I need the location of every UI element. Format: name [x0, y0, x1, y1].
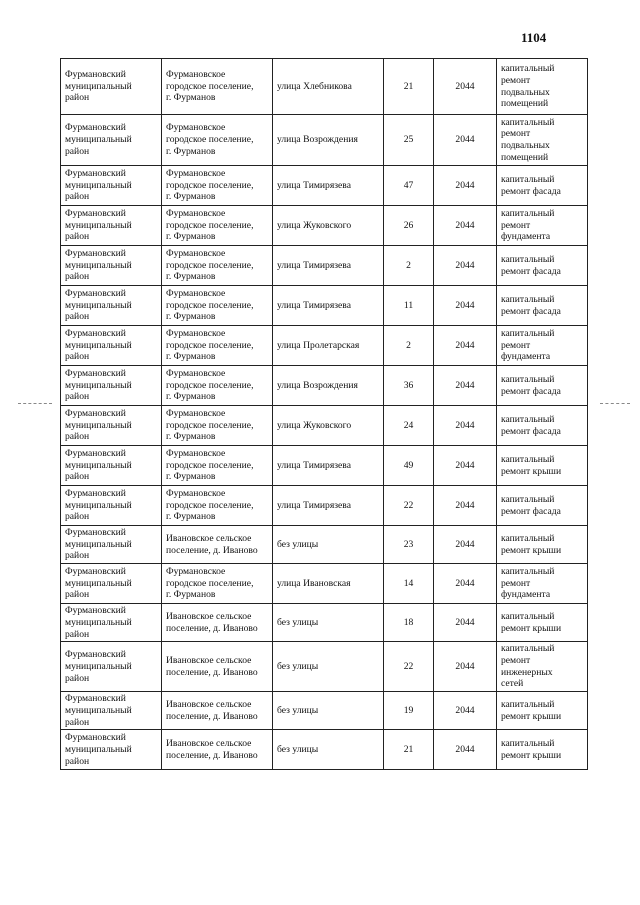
- street-cell: улица Возрождения: [273, 115, 384, 166]
- work-type-cell: капитальный ремонт фасада: [497, 366, 588, 406]
- table-row: [61, 446, 588, 486]
- settlement-cell: Фурмановское городское поселение, г. Фурманов: [162, 166, 273, 206]
- settlement-cell: Фурмановское городское поселение, г. Фурманов: [162, 115, 273, 166]
- street-cell: улица Ивановская: [273, 564, 384, 604]
- district-cell: Фурмановский муниципальный район: [61, 692, 162, 730]
- settlement-cell: Фурмановское городское поселение, г. Фурманов: [162, 326, 273, 366]
- settlement-cell: Ивановское сельское поселение, д. Иваново: [162, 642, 273, 692]
- table-row: [61, 326, 588, 366]
- work-type-cell: капитальный ремонт крыши: [497, 692, 588, 730]
- settlement-cell: Фурмановское городское поселение, г. Фурманов: [162, 59, 273, 115]
- work-type-cell: капитальный ремонт фасада: [497, 406, 588, 446]
- district-cell: Фурмановский муниципальный район: [61, 206, 162, 246]
- street-cell: без улицы: [273, 642, 384, 692]
- table-row: [61, 730, 588, 770]
- year-cell: 2044: [434, 206, 497, 246]
- work-type-cell: капитальный ремонт фундамента: [497, 564, 588, 604]
- year-cell: 2044: [434, 564, 497, 604]
- table-row: [61, 692, 588, 730]
- house-number-cell: 36: [384, 366, 434, 406]
- table-row: [61, 206, 588, 246]
- table-row: [61, 246, 588, 286]
- year-cell: 2044: [434, 406, 497, 446]
- street-cell: улица Тимирязева: [273, 486, 384, 526]
- house-number-cell: 24: [384, 406, 434, 446]
- district-cell: Фурмановский муниципальный район: [61, 166, 162, 206]
- house-number-cell: 47: [384, 166, 434, 206]
- work-type-cell: капитальный ремонт крыши: [497, 604, 588, 642]
- street-cell: без улицы: [273, 526, 384, 564]
- settlement-cell: Фурмановское городское поселение, г. Фурманов: [162, 286, 273, 326]
- settlement-cell: Фурмановское городское поселение, г. Фурманов: [162, 564, 273, 604]
- table-row: [61, 564, 588, 604]
- left-margin-mark: [18, 403, 52, 404]
- district-cell: Фурмановский муниципальный район: [61, 486, 162, 526]
- street-cell: улица Возрождения: [273, 366, 384, 406]
- house-number-cell: 21: [384, 730, 434, 770]
- work-type-cell: капитальный ремонт крыши: [497, 446, 588, 486]
- table-row: [61, 366, 588, 406]
- street-cell: улица Жуковского: [273, 206, 384, 246]
- district-cell: Фурмановский муниципальный район: [61, 604, 162, 642]
- year-cell: 2044: [434, 730, 497, 770]
- year-cell: 2044: [434, 486, 497, 526]
- settlement-cell: Фурмановское городское поселение, г. Фурманов: [162, 206, 273, 246]
- house-number-cell: 25: [384, 115, 434, 166]
- work-type-cell: капитальный ремонт фасада: [497, 286, 588, 326]
- work-type-cell: капитальный ремонт подвальных помещений: [497, 115, 588, 166]
- work-type-cell: капитальный ремонт фундамента: [497, 326, 588, 366]
- street-cell: улица Тимирязева: [273, 286, 384, 326]
- district-cell: Фурмановский муниципальный район: [61, 642, 162, 692]
- house-number-cell: 2: [384, 246, 434, 286]
- house-number-cell: 49: [384, 446, 434, 486]
- district-cell: Фурмановский муниципальный район: [61, 326, 162, 366]
- work-type-cell: капитальный ремонт инженерных сетей: [497, 642, 588, 692]
- year-cell: 2044: [434, 115, 497, 166]
- house-number-cell: 22: [384, 486, 434, 526]
- year-cell: 2044: [434, 604, 497, 642]
- table-row: [61, 486, 588, 526]
- settlement-cell: Фурмановское городское поселение, г. Фурманов: [162, 366, 273, 406]
- street-cell: улица Пролетарская: [273, 326, 384, 366]
- house-number-cell: 2: [384, 326, 434, 366]
- year-cell: 2044: [434, 642, 497, 692]
- year-cell: 2044: [434, 692, 497, 730]
- year-cell: 2044: [434, 286, 497, 326]
- street-cell: улица Хлебникова: [273, 59, 384, 115]
- work-type-cell: капитальный ремонт фасада: [497, 486, 588, 526]
- year-cell: 2044: [434, 166, 497, 206]
- house-number-cell: 26: [384, 206, 434, 246]
- street-cell: без улицы: [273, 604, 384, 642]
- table-row: [61, 642, 588, 692]
- table-row: [61, 59, 588, 115]
- district-cell: Фурмановский муниципальный район: [61, 59, 162, 115]
- settlement-cell: Фурмановское городское поселение, г. Фурманов: [162, 486, 273, 526]
- settlement-cell: Фурмановское городское поселение, г. Фурманов: [162, 406, 273, 446]
- year-cell: 2044: [434, 526, 497, 564]
- table-row: [61, 526, 588, 564]
- street-cell: без улицы: [273, 692, 384, 730]
- settlement-cell: Фурмановское городское поселение, г. Фурманов: [162, 446, 273, 486]
- work-type-cell: капитальный ремонт фундамента: [497, 206, 588, 246]
- year-cell: 2044: [434, 326, 497, 366]
- district-cell: Фурмановский муниципальный район: [61, 526, 162, 564]
- settlement-cell: Фурмановское городское поселение, г. Фурманов: [162, 246, 273, 286]
- table-body: [61, 59, 588, 770]
- district-cell: Фурмановский муниципальный район: [61, 446, 162, 486]
- street-cell: улица Тимирязева: [273, 446, 384, 486]
- housing-repair-table: [60, 58, 588, 770]
- settlement-cell: Ивановское сельское поселение, д. Иваново: [162, 604, 273, 642]
- street-cell: улица Тимирязева: [273, 246, 384, 286]
- house-number-cell: 18: [384, 604, 434, 642]
- district-cell: Фурмановский муниципальный район: [61, 406, 162, 446]
- table-row: [61, 286, 588, 326]
- settlement-cell: Ивановское сельское поселение, д. Иваново: [162, 526, 273, 564]
- district-cell: Фурмановский муниципальный район: [61, 115, 162, 166]
- house-number-cell: 11: [384, 286, 434, 326]
- right-margin-mark: [600, 403, 630, 404]
- house-number-cell: 21: [384, 59, 434, 115]
- work-type-cell: капитальный ремонт фасада: [497, 166, 588, 206]
- year-cell: 2044: [434, 246, 497, 286]
- district-cell: Фурмановский муниципальный район: [61, 246, 162, 286]
- settlement-cell: Ивановское сельское поселение, д. Иваново: [162, 730, 273, 770]
- table-row: [61, 166, 588, 206]
- house-number-cell: 22: [384, 642, 434, 692]
- table-row: [61, 406, 588, 446]
- district-cell: Фурмановский муниципальный район: [61, 366, 162, 406]
- district-cell: Фурмановский муниципальный район: [61, 286, 162, 326]
- work-type-cell: капитальный ремонт крыши: [497, 526, 588, 564]
- table-row: [61, 604, 588, 642]
- district-cell: Фурмановский муниципальный район: [61, 730, 162, 770]
- year-cell: 2044: [434, 446, 497, 486]
- table-row: [61, 115, 588, 166]
- street-cell: без улицы: [273, 730, 384, 770]
- settlement-cell: Ивановское сельское поселение, д. Иваново: [162, 692, 273, 730]
- year-cell: 2044: [434, 366, 497, 406]
- street-cell: улица Тимирязева: [273, 166, 384, 206]
- work-type-cell: капитальный ремонт фасада: [497, 246, 588, 286]
- year-cell: 2044: [434, 59, 497, 115]
- page-number: 1104: [521, 30, 547, 45]
- street-cell: улица Жуковского: [273, 406, 384, 446]
- district-cell: Фурмановский муниципальный район: [61, 564, 162, 604]
- work-type-cell: капитальный ремонт крыши: [497, 730, 588, 770]
- house-number-cell: 14: [384, 564, 434, 604]
- work-type-cell: капитальный ремонт подвальных помещений: [497, 59, 588, 115]
- house-number-cell: 23: [384, 526, 434, 564]
- house-number-cell: 19: [384, 692, 434, 730]
